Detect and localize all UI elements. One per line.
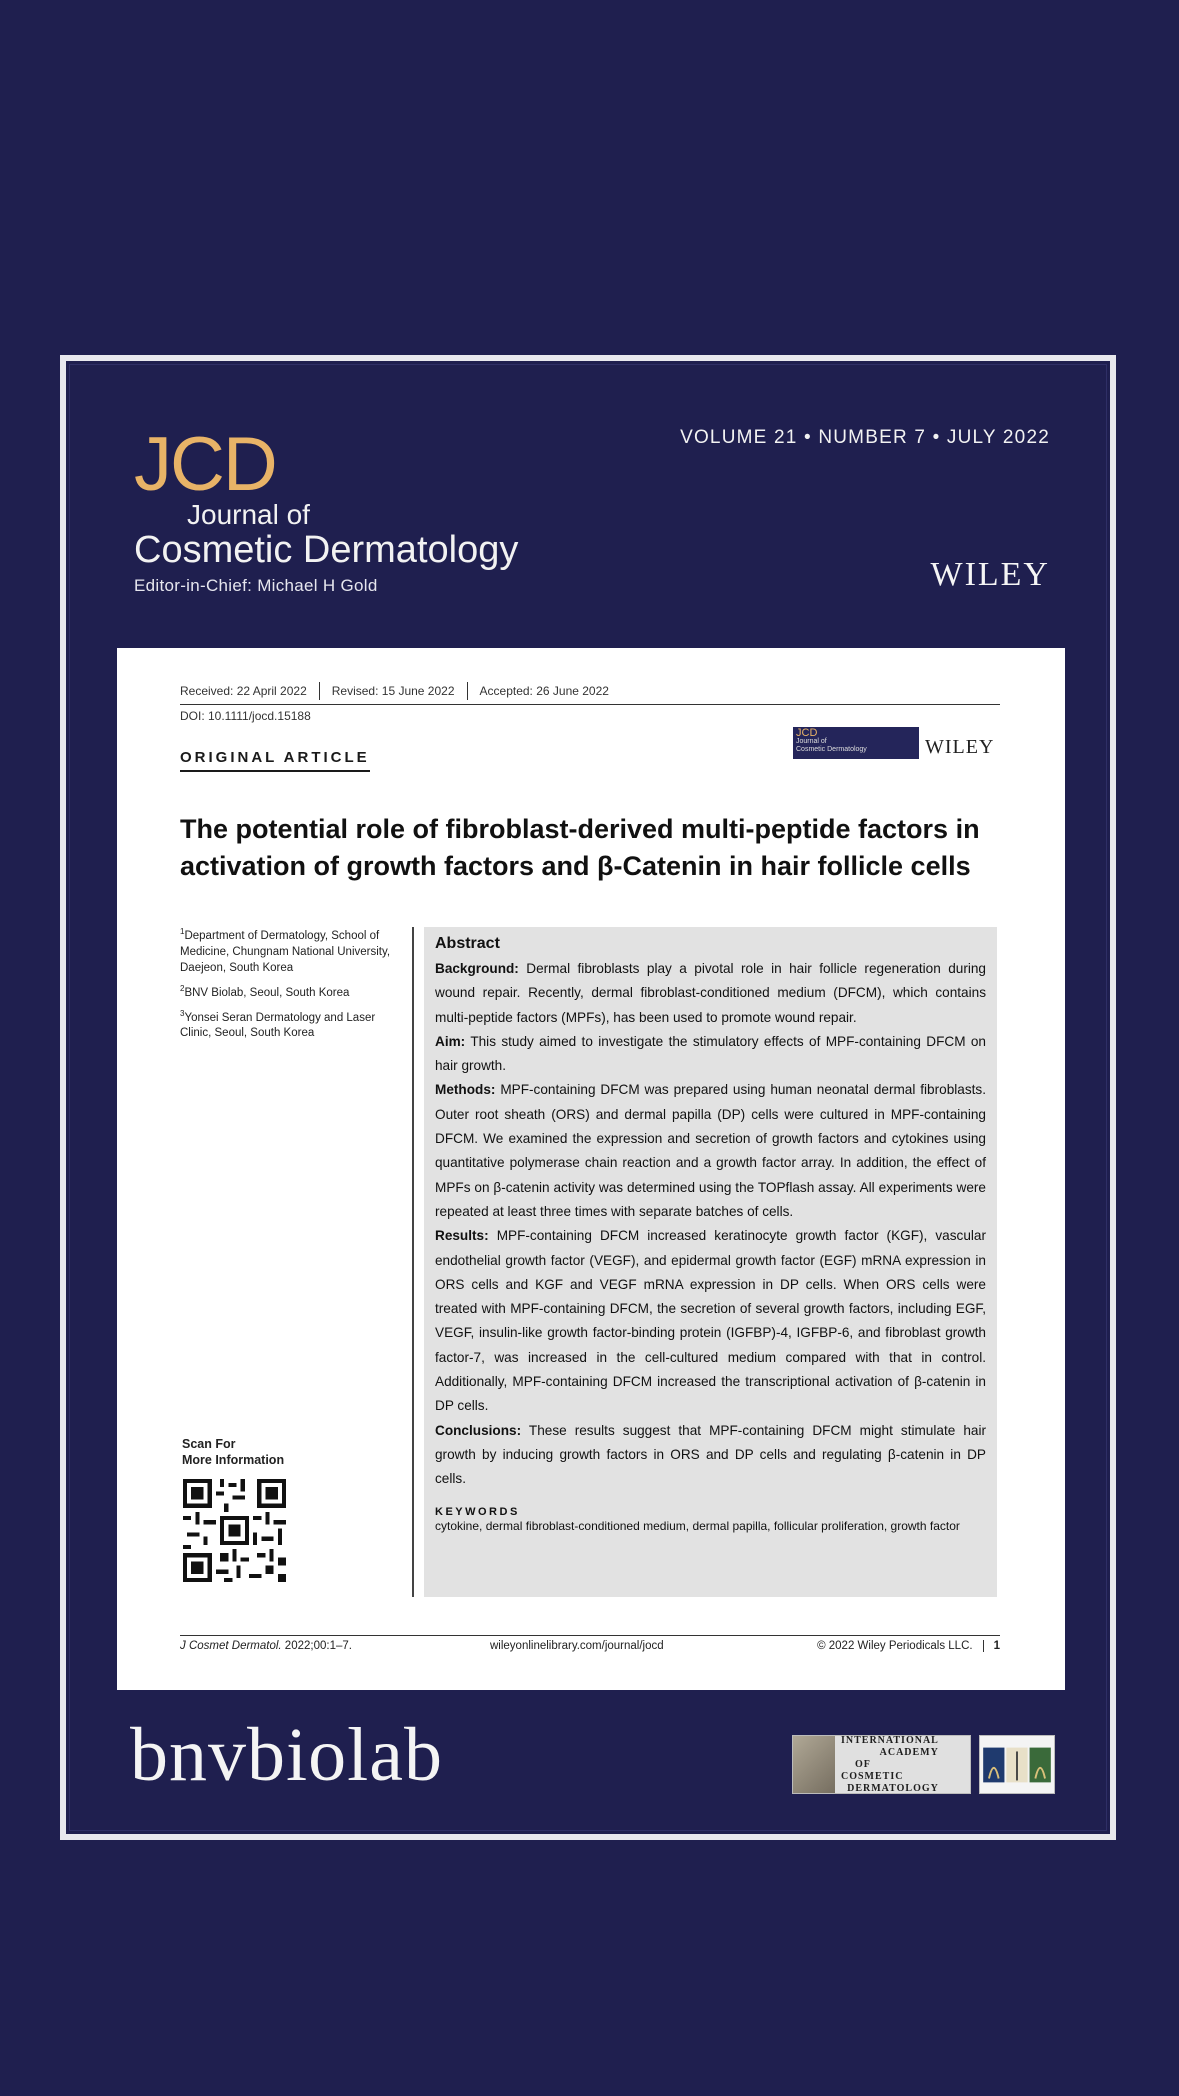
mini-journal-logo [793,727,919,759]
wiley-logo: WILEY [930,556,1050,593]
mini-logo-sub2: Cosmetic Dermatology [796,746,867,753]
dates-row [180,682,1000,705]
qr-code-icon[interactable] [183,1479,286,1582]
sculpture-face-icon [793,1736,835,1793]
scan-label: Scan For More Information [182,1437,285,1467]
association-emblem-icon [979,1735,1055,1794]
footer-rule [180,1635,1000,1636]
iacd-text: INTERNATIONAL ACADEMY OF COSMETIC DERMATOLOGY [841,1734,939,1794]
bnvbiolab-logo: bnvbiolab [130,1713,443,1797]
accepted-date: Accepted: 26 June 2022 [479,684,609,698]
article-type: ORIGINAL ARTICLE [180,749,370,772]
journal-title: Cosmetic Dermatology [134,529,519,571]
editor-in-chief: Editor-in-Chief: Michael H Gold [134,576,378,595]
abstract-aim: Aim: This study aimed to investigate the stimulatory effects of MPF-containing DFCM on hair growth. [435,1033,986,1074]
abstract-background: Background: Dermal fibroblasts play a pivotal role in hair follicle regeneration during wound repair. Recently, dermal fibroblast-conditioned medium (DFCM), which contains multi-peptide factors (MPFs), has been used to promote wound repair. [435,961,986,1025]
abstract-box [424,927,997,1597]
wiley-small-logo: WILEY [925,736,995,758]
footer-citation: J Cosmet Dermatol. 2022;00:1–7. [180,1640,352,1652]
page-number: 1 [993,1640,1000,1652]
mini-logo-mark: JCD [796,727,818,739]
jcd-mark: JCD [134,422,276,507]
volume-issue-line: VOLUME 21 • NUMBER 7 • JULY 2022 [680,427,1050,448]
affiliation-3: $^3$Yonsei Seran Dermatology and Laser Clinic, Seoul, South Korea [180,1008,376,1040]
article-title: The potential role of fibroblast-derived multi-peptide factors in activation of growth factors and β-Catenin in hair follicle cells [180,814,980,881]
abstract-conclusions: Conclusions: These results suggest that MPF-containing DFCM might stimulate hair growth by inducing growth factors in ORS and DP cells and regulating β-catenin in DP cells. [435,1422,986,1487]
cover-frame [60,355,1116,1840]
article-first-page [117,648,1065,1690]
abstract-heading: Abstract [435,935,500,952]
journal-of-text: Journal of [187,499,310,530]
mini-logo-sub1: Journal of [796,738,827,745]
keywords: cytokine, dermal fibroblast-conditioned medium, dermal papilla, follicular proliferation, growth factor [435,1518,960,1533]
abstract-results: Results: MPF-containing DFCM increased keratinocyte growth factor (KGF), vascular endothelial growth factor (VEGF), and epidermal growth factor (EGF) mRNA expression in ORS cells and KGF and VEGF mRNA expression in DP cells. When ORS cells were treated with MPF-containing DFCM, the secretion of several growth factors, including EGF, VEGF, insulin-like growth factor-binding protein (IGFBP)-4, IGFBP-6, and fibroblast growth factor-7, was increased in the cell-cultured medium compared with that in control. Additionally, MPF-containing DFCM increased the transcriptional activation of β-catenin in DP cells. [435,1228,986,1414]
page-footer [180,1640,1000,1652]
column-divider [412,927,414,1597]
affiliation-2: $^2$BNV Biolab, Seoul, South Korea [180,983,350,999]
keywords-heading: KEYWORDS [435,1505,520,1518]
journal-logo [134,422,519,596]
received-date: Received: 22 April 2022 [180,682,320,700]
abstract-methods: Methods: MPF-containing DFCM was prepared using human neonatal dermal fibroblasts. Outer root sheath (ORS) and dermal papilla (DP) cells were cultured in MPF-containing DFCM. We examined the expression and secretion of growth factors and cytokines using quantitative polymerase chain reaction and a growth factor array. In addition, the effect of MPFs on β-catenin activity was determined using the TOPflash assay. All experiments were repeated at least three times with separate batches of cells. [435,1082,986,1219]
doi: DOI: 10.1111/jocd.15188 [180,709,311,723]
affiliations [180,924,405,1046]
revised-date: Revised: 15 June 2022 [332,682,468,700]
footer-url[interactable]: wileyonlinelibrary.com/journal/jocd [490,1640,664,1652]
iacd-logo [792,1735,971,1794]
footer-copyright: © 2022 Wiley Periodicals LLC. [810,1640,984,1652]
affiliation-1: $^1$Department of Dermatology, School of Medicine, Chungnam National University, Daejeon, South Korea [180,927,391,974]
